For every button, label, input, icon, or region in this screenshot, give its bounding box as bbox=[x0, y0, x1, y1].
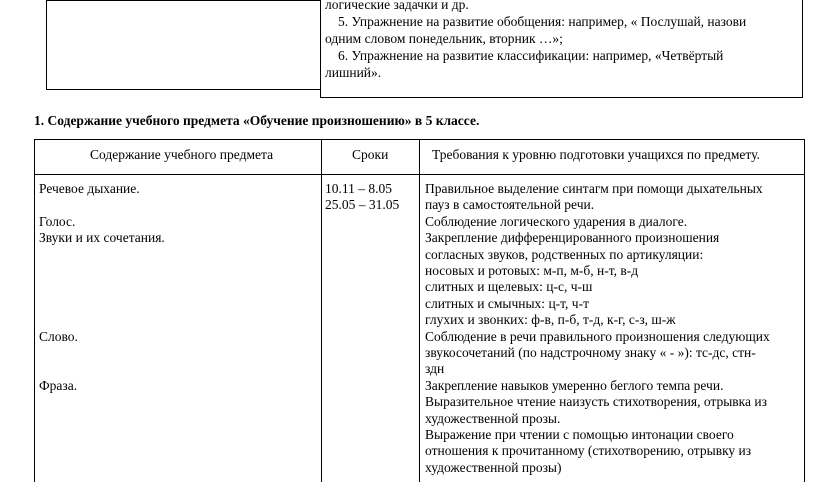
header-requirements: Требования к уровню подготовки учащихся по предмету. bbox=[432, 147, 760, 162]
top-table-line: лишний». bbox=[325, 64, 382, 80]
requirement-line: согласных звуков, родственных по артикуляции: bbox=[425, 246, 704, 262]
requirement-line: Правильное выделение синтагм при помощи дыхательных bbox=[425, 181, 763, 196]
header-content: Содержание учебного предмета bbox=[90, 147, 274, 162]
requirement-line: пауз в самостоятельной речи. bbox=[425, 197, 595, 213]
content-item: Слово. bbox=[39, 328, 78, 344]
requirement-line: Закрепление дифференцированного произношения bbox=[425, 230, 720, 246]
top-table-line: 5. Упражнение на развитие обобщения: например, « Послушай, назови bbox=[338, 13, 747, 29]
requirement-line: Соблюдение логического ударения в диалоге. bbox=[425, 213, 688, 229]
requirement-line: Выражение при чтении с помощью интонации своего bbox=[425, 427, 734, 442]
top-table-line: логические задачки и др. bbox=[325, 0, 469, 12]
requirement-line: слитных и щелевых: ц-с, ч-ш bbox=[425, 279, 593, 295]
requirement-line: носовых и ротовых: м-п, м-б, н-т, в-д bbox=[425, 263, 639, 278]
content-item: Голос. bbox=[39, 213, 76, 229]
top-table-line: 6. Упражнение на развитие классификации: например, «Четвёртый bbox=[338, 47, 724, 63]
content-item: Звуки и их сочетания. bbox=[39, 230, 165, 246]
date-range: 25.05 – 31.05 bbox=[325, 197, 400, 213]
requirement-line: художественной прозы) bbox=[425, 459, 562, 475]
requirement-line: Выразительное чтение наизусть стихотворения, отрывка из bbox=[425, 394, 767, 410]
section-heading: 1. Содержание учебного предмета «Обучение произношению» в 5 классе. bbox=[34, 113, 480, 128]
content-item: Речевое дыхание. bbox=[39, 181, 140, 196]
header-dates: Сроки bbox=[352, 147, 389, 162]
requirement-line: звукосочетаний (по надстрочному знаку « - »): тс-дс, стн- bbox=[425, 345, 756, 360]
requirement-line: глухих и звонких: ф-в, п-б, т-д, к-г, с-з, ш-ж bbox=[425, 312, 676, 328]
top-table-line: одним словом понедельник, вторник …»; bbox=[325, 30, 563, 46]
requirement-line: Соблюдение в речи правильного произношения следующих bbox=[425, 328, 770, 344]
date-range: 10.11 – 8.05 bbox=[325, 181, 392, 196]
requirement-line: Закрепление навыков умеренно беглого темпа речи. bbox=[425, 377, 724, 393]
requirement-line: художественной прозы. bbox=[425, 410, 561, 426]
requirement-line: отношения к прочитанному (стихотворению, отрывку из bbox=[425, 443, 752, 459]
requirement-line: здн bbox=[425, 361, 445, 377]
requirement-line: слитных и смычных: ц-т, ч-т bbox=[425, 295, 589, 311]
content-item: Фраза. bbox=[39, 377, 78, 393]
